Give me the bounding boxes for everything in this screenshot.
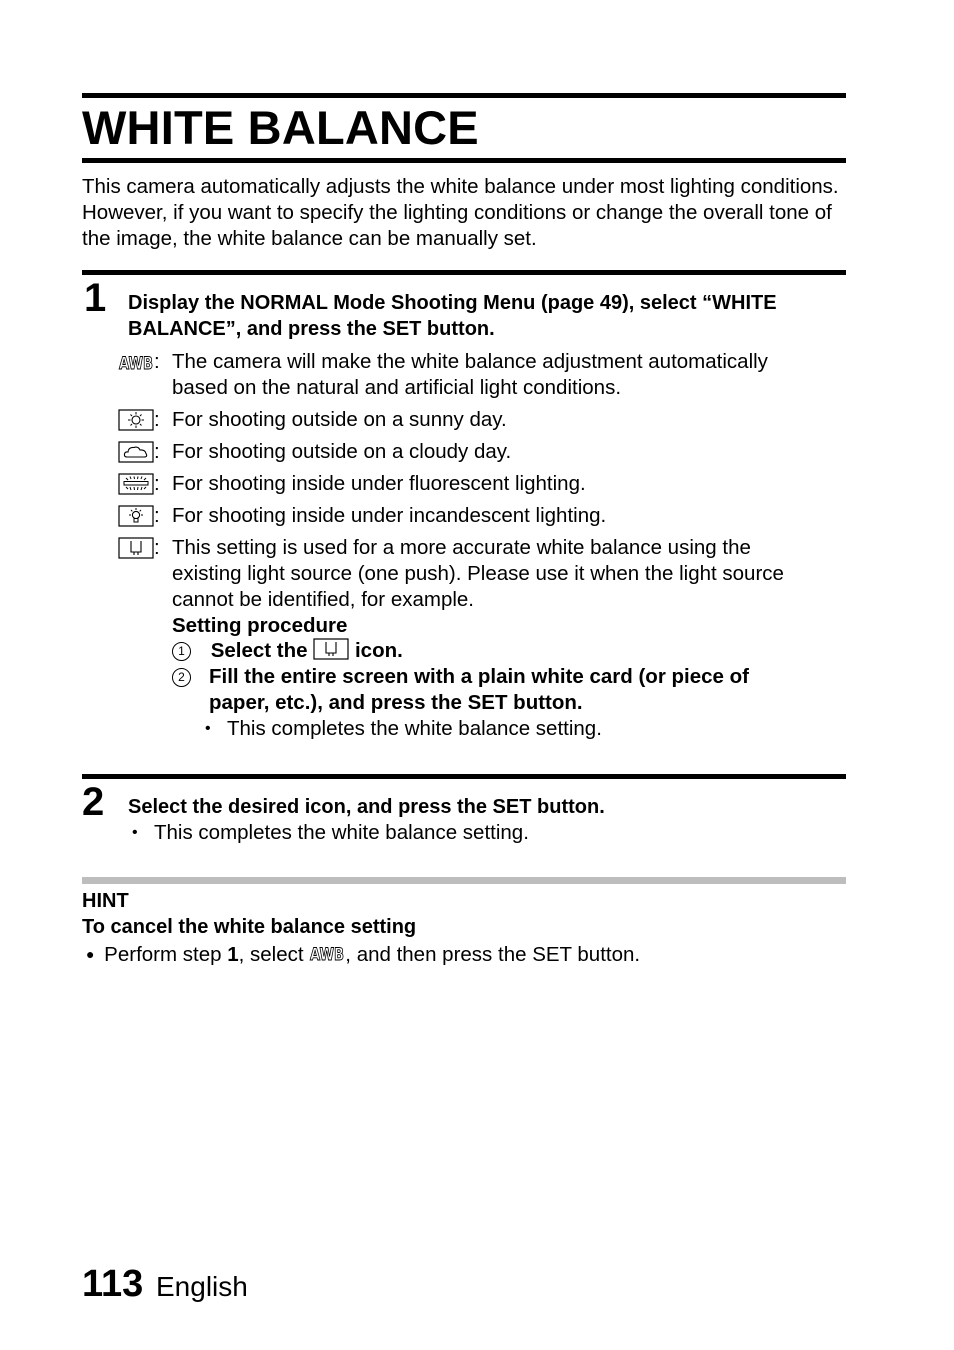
option-awb-text-line1: The camera will make the white balance adjustment automatically — [172, 350, 768, 373]
step1-heading-line1: Display the NORMAL Mode Shooting Menu (page 49), select “WHITE — [128, 292, 777, 314]
option-one-push — [118, 535, 852, 613]
option-fluorescent — [118, 471, 852, 497]
option-one-push-text-line1: This setting is used for a more accurate white balance using the — [172, 536, 751, 559]
colon: : — [154, 536, 160, 559]
one-push-icon — [118, 537, 154, 559]
option-awb-text-line2: based on the natural and artificial light conditions. — [172, 376, 622, 399]
procedure-title: Setting procedure — [172, 614, 348, 637]
procedure-step-2-text-line1: Fill the entire screen with a plain white card (or piece of — [209, 665, 749, 688]
colon: : — [154, 472, 160, 495]
hint-label: HINT — [82, 890, 129, 912]
option-awb — [118, 349, 852, 401]
incandescent-icon — [118, 505, 154, 527]
procedure-step-1 — [172, 638, 403, 667]
procedure-step-1-text-after: icon. — [354, 639, 403, 662]
awb-icon — [118, 351, 154, 373]
cloud-icon — [118, 441, 154, 463]
step1-heading-line2: BALANCE”, and press the SET button. — [128, 318, 495, 340]
option-cloudy — [118, 439, 852, 465]
page-title: WHITE BALANCE — [82, 101, 479, 154]
svg-text:AWB: AWB — [119, 354, 153, 373]
procedure-step-2 — [172, 664, 191, 690]
procedure-step-2-number: 2 — [172, 668, 191, 687]
hint-title: To cancel the white balance setting — [82, 916, 417, 938]
one-push-icon — [313, 638, 349, 667]
sun-icon — [118, 409, 154, 431]
hint-bullet-item — [86, 941, 640, 971]
procedure-step-2-text-line2: paper, etc.), and press the SET button. — [209, 691, 583, 714]
option-incandescent — [118, 503, 852, 529]
step1-number: 1 — [84, 276, 107, 320]
page-number: 113 — [82, 1263, 144, 1305]
hint-bullet-dot: ● — [86, 946, 95, 962]
procedure-step-1-number: 1 — [172, 642, 191, 661]
option-one-push-text-line3: cannot be identified, for example. — [172, 588, 474, 611]
step2-rule — [82, 774, 846, 779]
hint-text-middle: , select — [238, 943, 304, 966]
step1-rule — [82, 270, 846, 275]
option-incandescent-text: For shooting inside under incandescent lighting. — [172, 504, 607, 527]
fluorescent-icon — [118, 473, 154, 495]
colon: : — [154, 350, 160, 373]
procedure-step-1-text-before: Select the — [210, 639, 308, 662]
svg-text:AWB: AWB — [310, 945, 345, 964]
colon: : — [154, 504, 160, 527]
step2-number: 2 — [82, 780, 105, 824]
option-one-push-text-line2: existing light source (one push). Please use it when the light source — [172, 562, 784, 585]
hint-step-ref: 1 — [227, 943, 239, 966]
step2-note-bullet: • — [132, 824, 138, 841]
colon: : — [154, 440, 160, 463]
option-fluorescent-text: For shooting inside under fluorescent lighting. — [172, 472, 586, 495]
procedure-note-bullet: • — [205, 720, 211, 737]
option-sunny — [118, 407, 852, 433]
hint-text-before: Perform step — [104, 943, 222, 966]
option-cloudy-text: For shooting outside on a cloudy day. — [172, 440, 512, 463]
hint-bar — [82, 877, 846, 884]
intro-paragraph: This camera automatically adjusts the white balance under most lighting conditions. However, if you want to specify the lighting conditions or change the overall tone of the image, the white balance can be manually set. — [82, 175, 839, 250]
awb-icon — [309, 942, 345, 971]
step2-note: This completes the white balance setting. — [154, 821, 529, 844]
option-sunny-text: For shooting outside on a sunny day. — [172, 408, 507, 431]
procedure-note: This completes the white balance setting. — [227, 717, 602, 740]
page-language: English — [156, 1271, 248, 1302]
colon: : — [154, 408, 160, 431]
title-bottom-rule — [82, 158, 846, 163]
step2-heading: Select the desired icon, and press the SET button. — [128, 796, 605, 818]
hint-text-after: , and then press the SET button. — [345, 943, 641, 966]
